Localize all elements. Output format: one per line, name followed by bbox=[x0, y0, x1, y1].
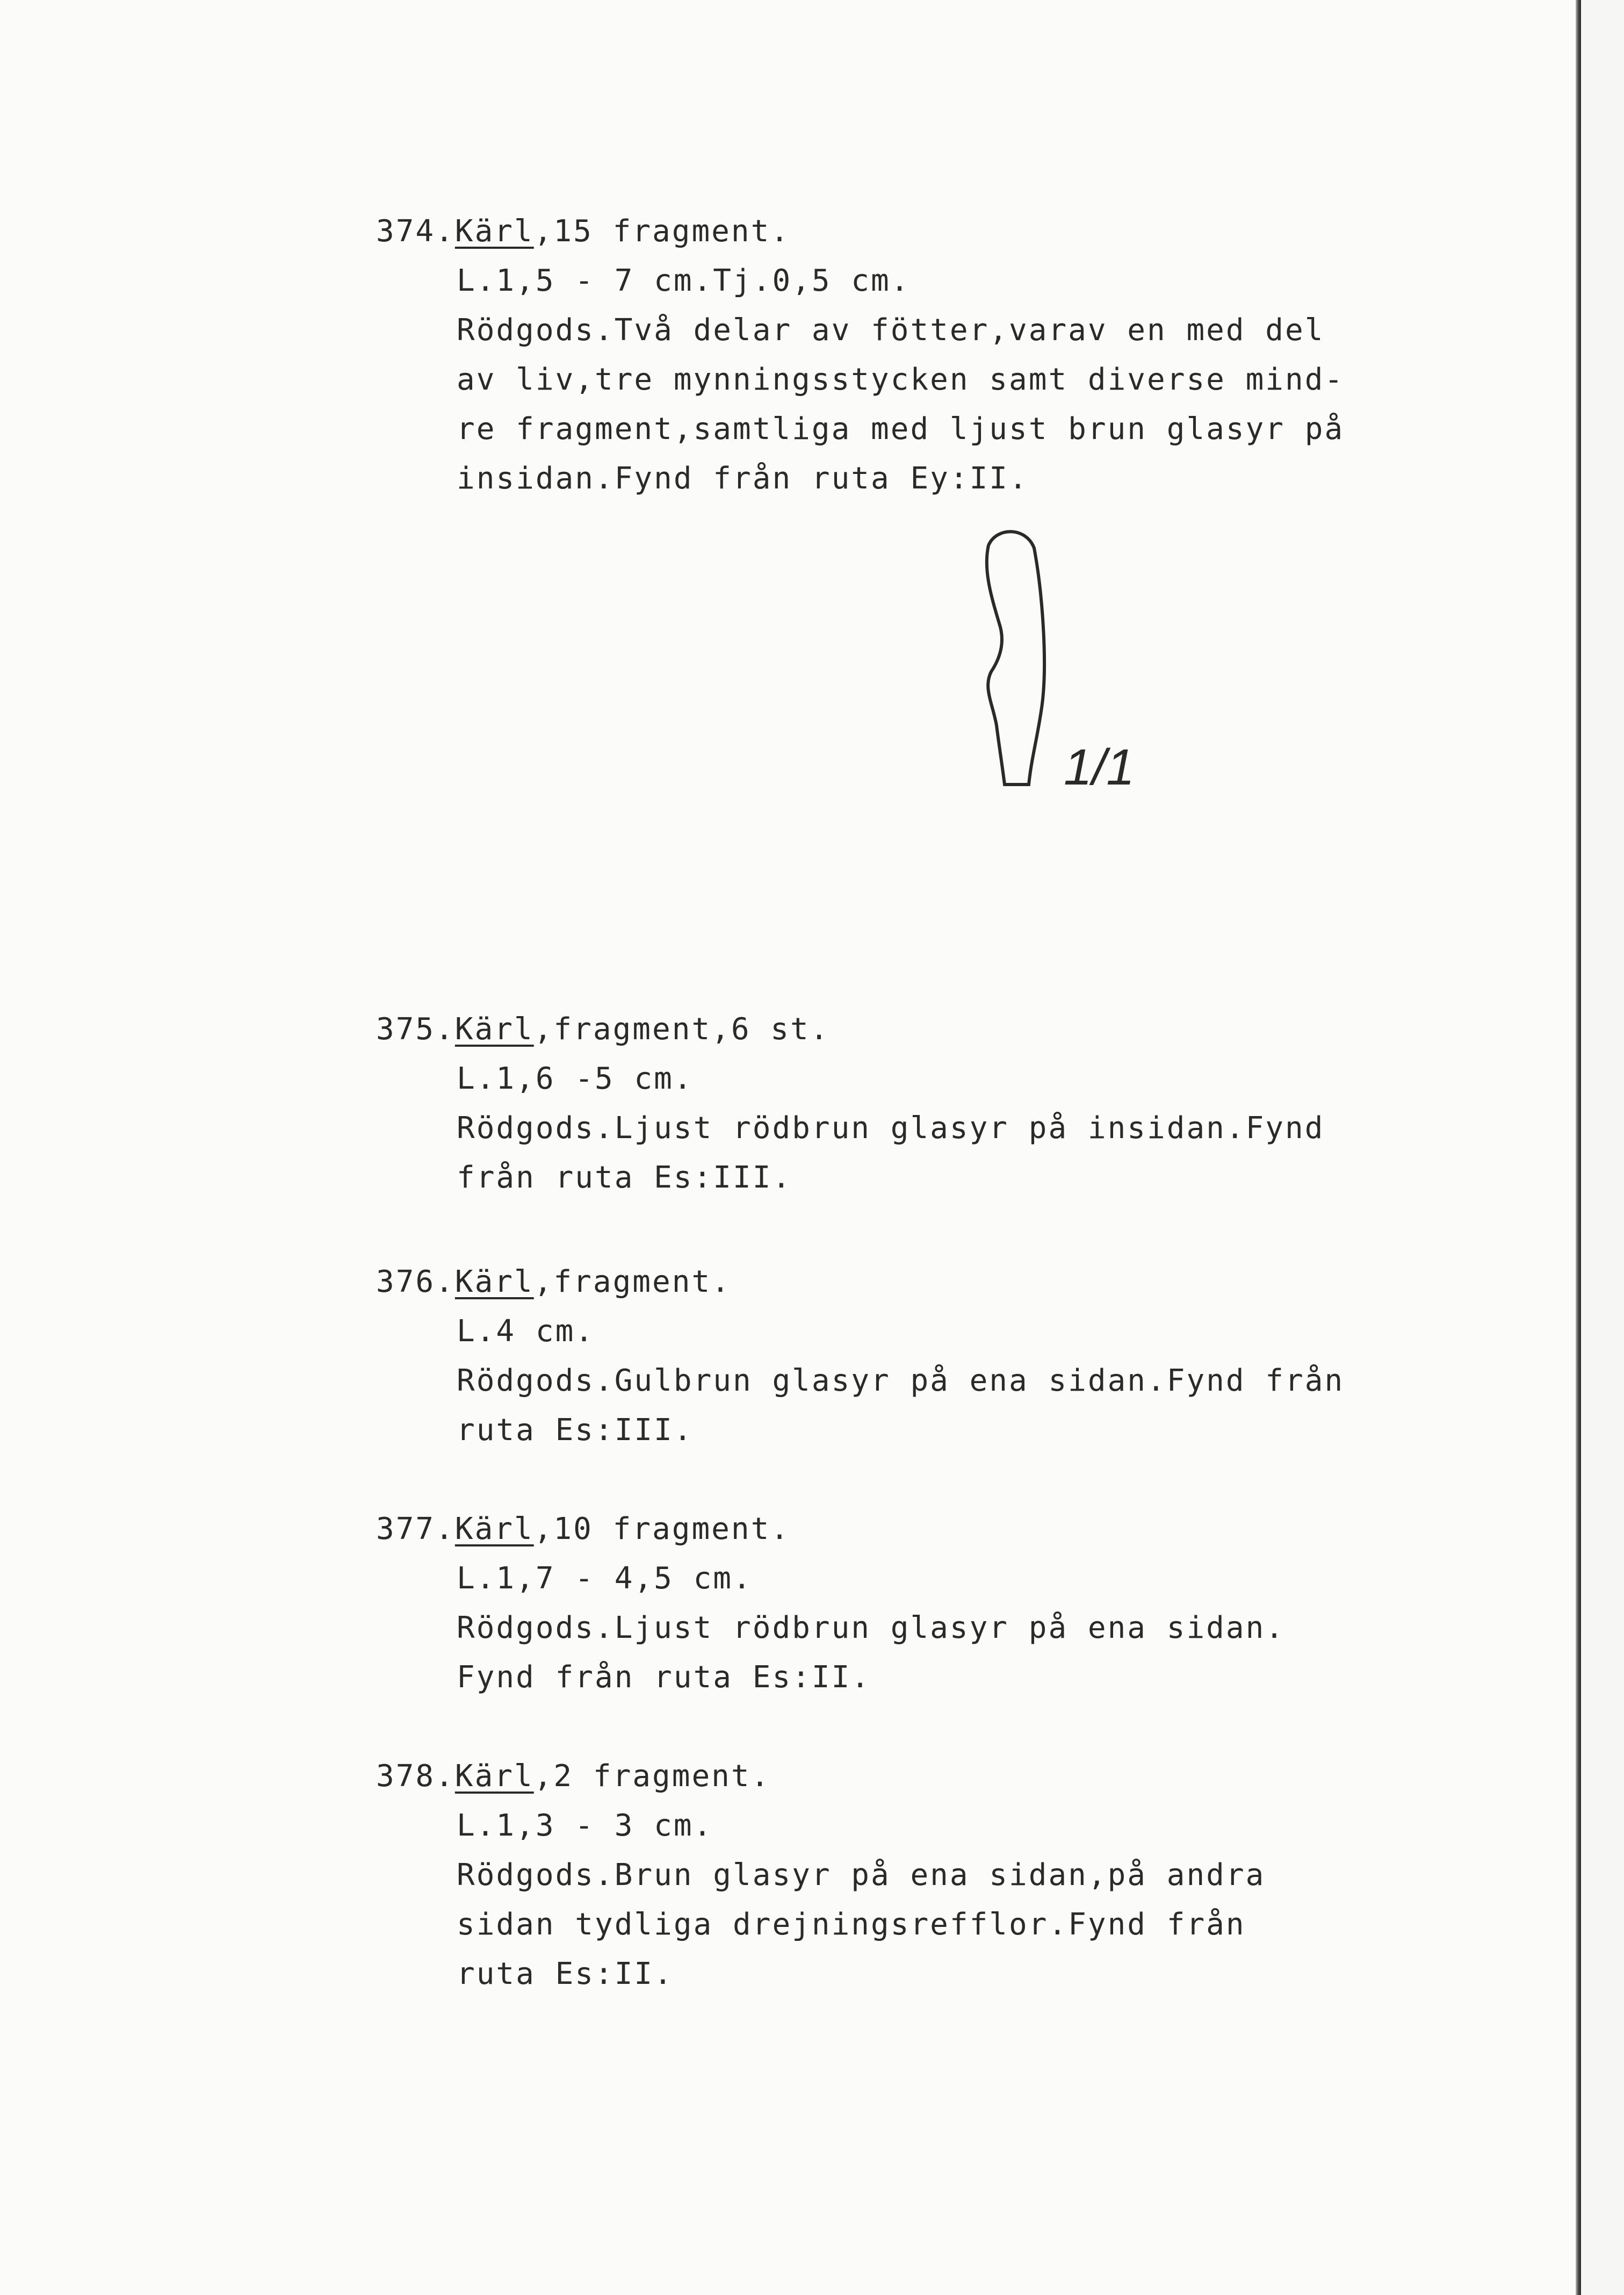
catalog-entry-378 bbox=[376, 1752, 1424, 1999]
entry-count: ,fragment,6 st. bbox=[533, 1012, 830, 1047]
entry-number: 374. bbox=[376, 214, 455, 249]
scale-label: 1/1 bbox=[1064, 739, 1135, 796]
catalog-entry-375 bbox=[376, 1005, 1424, 1203]
entry-count: ,15 fragment. bbox=[533, 214, 791, 249]
entry-object: Kärl bbox=[454, 1264, 534, 1299]
entry-description-line: Rödgods.Två delar av fötter,varav en med del bbox=[457, 313, 1325, 348]
entry-description-line: re fragment,samtliga med ljust brun glasyr på bbox=[457, 412, 1345, 447]
entry-object: Kärl bbox=[454, 214, 534, 249]
entry-count: ,2 fragment. bbox=[533, 1759, 771, 1794]
entry-count: ,10 fragment. bbox=[533, 1512, 791, 1546]
entry-object: Kärl bbox=[454, 1012, 534, 1047]
entry-heading bbox=[376, 1257, 1424, 1307]
entry-description-line: Rödgods.Gulbrun glasyr på ena sidan.Fynd från bbox=[457, 1363, 1345, 1398]
entry-description-line: Rödgods.Ljust rödbrun glasyr på ena sidan. bbox=[457, 1610, 1286, 1645]
page-margin bbox=[1581, 0, 1624, 2295]
entry-dimensions: L.1,3 - 3 cm. bbox=[457, 1808, 713, 1843]
entry-description-line: Rödgods.Ljust rödbrun glasyr på insidan.Fynd bbox=[457, 1111, 1325, 1146]
entry-description-line: ruta Es:III. bbox=[457, 1413, 694, 1448]
entry-dimensions: L.4 cm. bbox=[457, 1314, 595, 1349]
fragment-sketch bbox=[967, 527, 1135, 806]
fragment-outline bbox=[987, 531, 1044, 785]
entry-description-line: sidan tydliga drejningsrefflor.Fynd från bbox=[457, 1907, 1246, 1942]
entry-description-line: Rödgods.Brun glasyr på ena sidan,på andra bbox=[457, 1858, 1266, 1893]
entry-object: Kärl bbox=[454, 1759, 534, 1794]
entry-number: 376. bbox=[376, 1264, 455, 1299]
catalog-entry-377 bbox=[376, 1505, 1424, 1702]
entry-dimensions: L.1,5 - 7 cm.Tj.0,5 cm. bbox=[457, 263, 911, 298]
entry-description-line: Fynd från ruta Es:II. bbox=[457, 1660, 871, 1695]
entry-dimensions: L.1,7 - 4,5 cm. bbox=[457, 1561, 753, 1596]
entry-heading bbox=[376, 1505, 1424, 1554]
entry-dimensions: L.1,6 -5 cm. bbox=[457, 1061, 694, 1096]
entry-number: 375. bbox=[376, 1012, 455, 1047]
entry-description-line: av liv,tre mynningsstycken samt diverse mind- bbox=[457, 362, 1345, 397]
catalog-entry-374 bbox=[376, 207, 1424, 503]
catalog-entry-376 bbox=[376, 1257, 1424, 1455]
entry-object: Kärl bbox=[454, 1512, 534, 1546]
entry-heading bbox=[376, 207, 1424, 256]
entry-description-line: ruta Es:II. bbox=[457, 1956, 674, 1991]
entry-heading bbox=[376, 1005, 1424, 1054]
entry-description-line: från ruta Es:III. bbox=[457, 1160, 792, 1195]
entry-number: 378. bbox=[376, 1759, 455, 1794]
entry-number: 377. bbox=[376, 1512, 455, 1546]
entry-description-line: insidan.Fynd från ruta Ey:II. bbox=[457, 461, 1029, 496]
entry-heading bbox=[376, 1752, 1424, 1801]
entry-count: ,fragment. bbox=[533, 1264, 731, 1299]
page-edge-shadow bbox=[1576, 0, 1581, 2295]
